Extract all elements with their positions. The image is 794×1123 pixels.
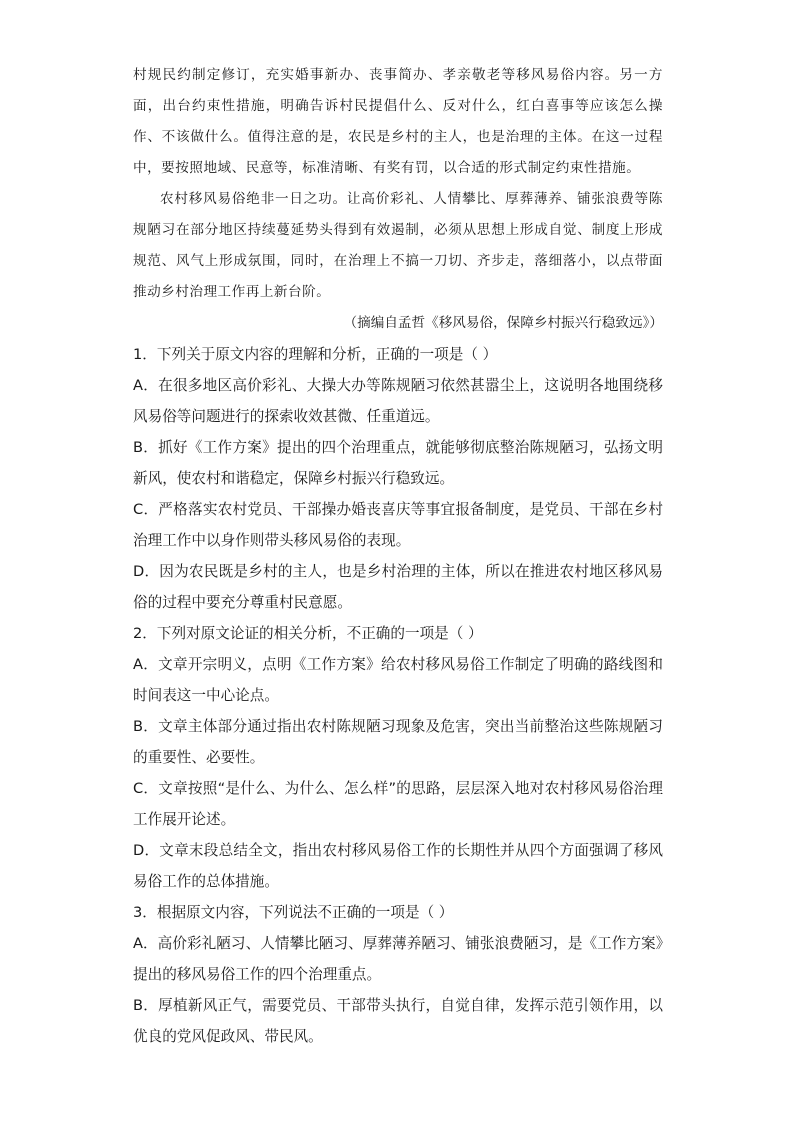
question-stem: 2．下列对原文论证的相关分析，不正确的一项是（ ） bbox=[133, 625, 483, 642]
passage-paragraph-2: 农村移风易俗绝非一日之功。让高价彩礼、人情攀比、厚葬薄养、铺张浪费等陈规陋习在部分地区持续蔓延势头得到有效遏制，必须从思想上形成自觉、制度上形成规范、风气上形成氛围，同时，在治理上不搞一刀切、齐步走，落细落小，以点带面推动乡村治理工作再上新台阶。 bbox=[133, 191, 663, 300]
passage-source: （摘编自孟哲《移风易俗，保障乡村振兴行稳致远》） bbox=[343, 315, 663, 331]
question-stem: 1．下列关于原文内容的理解和分析，正确的一项是（ ） bbox=[133, 346, 498, 363]
option-a: A．在很多地区高价彩礼、大操大办等陈规陋习依然甚嚣尘上，这说明各地围绕移风易俗等问题进行的探索收效甚微、任重道远。 bbox=[133, 377, 663, 425]
passage-paragraph-1: 村规民约制定修订，充实婚事新办、丧事简办、孝亲敬老等移风易俗内容。另一方面，出台约束性措施，明确告诉村民提倡什么、反对什么，红白喜事等应该怎么操作、不该做什么。值得注意的是，农民是乡村的主人，也是治理的主体。在这一过程中，要按照地域、民意等，标准清晰、有奖有罚，以合适的形式制定约束性措施。 bbox=[133, 67, 663, 176]
question-1 bbox=[133, 339, 663, 618]
question-stem: 3．根据原文内容，下列说法不正确的一项是（ ） bbox=[133, 904, 454, 921]
option-a: A．高价彩礼陋习、人情攀比陋习、厚葬薄养陋习、铺张浪费陋习，是《工作方案》提出的移风易俗工作的四个治理重点。 bbox=[133, 935, 663, 983]
option-b: B．文章主体部分通过指出农村陈规陋习现象及危害，突出当前整治这些陈规陋习的重要性、必要性。 bbox=[133, 718, 663, 766]
question-3 bbox=[133, 897, 663, 1052]
option-a: A．文章开宗明义，点明《工作方案》给农村移风易俗工作制定了明确的路线图和时间表这一中心论点。 bbox=[133, 656, 663, 704]
option-b: B．抓好《工作方案》提出的四个治理重点，就能够彻底整治陈规陋习，弘扬文明新风，使农村和谐稳定，保障乡村振兴行稳致远。 bbox=[133, 439, 663, 487]
option-c: C．严格落实农村党员、干部操办婚丧喜庆等事宜报备制度，是党员、干部在乡村治理工作中以身作则带头移风易俗的表现。 bbox=[133, 501, 663, 549]
option-b: B．厚植新风正气，需要党员、干部带头执行，自觉自律，发挥示范引领作用，以优良的党风促政风、带民风。 bbox=[133, 997, 663, 1045]
question-2 bbox=[133, 618, 663, 897]
option-c: C．文章按照“是什么、为什么、怎么样”的思路，层层深入地对农村移风易俗治理工作展开论述。 bbox=[133, 780, 663, 828]
option-d: D．因为农民既是乡村的主人，也是乡村治理的主体，所以在推进农村地区移风易俗的过程中要充分尊重村民意愿。 bbox=[133, 563, 663, 611]
option-d: D．文章末段总结全文，指出农村移风易俗工作的长期性并从四个方面强调了移风易俗工作的总体措施。 bbox=[133, 842, 663, 890]
document-page bbox=[133, 60, 663, 1052]
